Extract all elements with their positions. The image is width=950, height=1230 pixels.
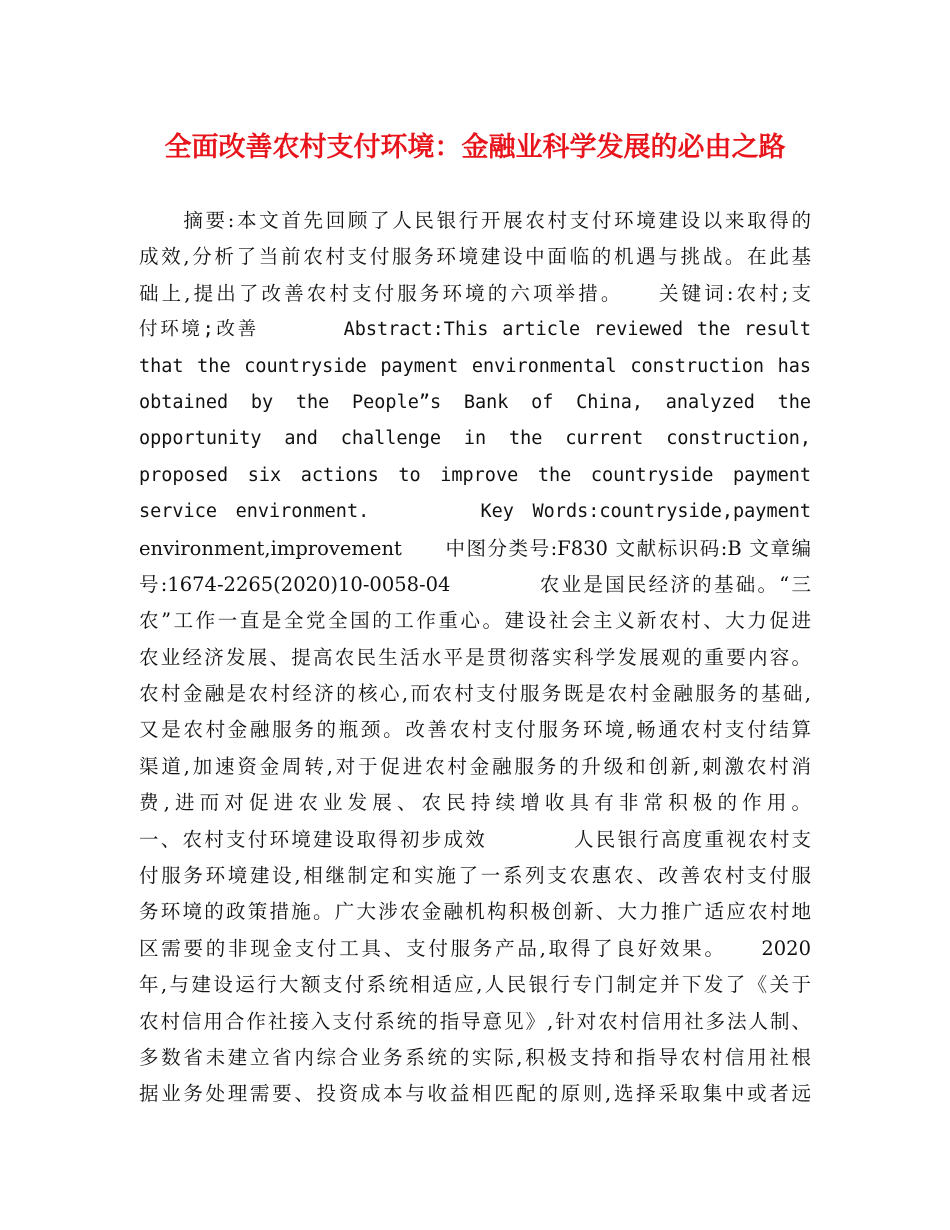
document-body	[139, 203, 811, 1113]
body-line: 一、农村支付环境建设取得初步成效 人民银行高度重视农村支	[139, 827, 811, 851]
body-line: 成效,分析了当前农村支付服务环境建设中面临的机遇与挑战。在此基	[139, 245, 811, 269]
body-line: proposed six actions to improve the countryside payment	[139, 464, 811, 486]
body-line: 农”工作一直是全党全国的工作重心。建设社会主义新农村、大力促进	[139, 609, 811, 633]
body-line: 农业经济发展、提高农民生活水平是贯彻落实科学发展观的重要内容。	[139, 645, 811, 669]
body-line: obtained by the People”s Bank of China, analyzed the	[139, 391, 811, 413]
body-line: that the countryside payment environmental construction has	[139, 355, 811, 377]
body-line: 摘要:本文首先回顾了人民银行开展农村支付环境建设以来取得的	[139, 209, 811, 232]
body-line: 农村信用合作社接入支付系统的指导意见》,针对农村信用社多法人制、	[139, 1009, 811, 1033]
body-line: 年,与建设运行大额支付系统相适应,人民银行专门制定并下发了《关于	[139, 973, 811, 997]
body-line: 础上,提出了改善农村支付服务环境的六项举措。 关键词:农村;支	[139, 281, 811, 305]
body-line: environment,improvement 中图分类号:F830 文献标识码:B 文章编	[139, 536, 811, 560]
body-line: 费,进而对促进农业发展、农民持续增收具有非常积极的作用。	[139, 791, 811, 815]
body-line: 付服务环境建设,相继制定和实施了一系列支农惠农、改善农村支付服	[139, 864, 811, 888]
body-line: 号:1674-2265(2020)10-0058-04 农业是国民经济的基础。“三	[139, 572, 811, 596]
body-line: 付环境;改善 Abstract:This article reviewed the result	[139, 319, 811, 341]
body-line: 多数省未建立省内综合业务系统的实际,积极支持和指导农村信用社根	[139, 1045, 811, 1069]
body-line: service environment. Key Words:countryside,payment	[139, 501, 811, 523]
body-line: 据业务处理需要、投资成本与收益相匹配的原则,选择采取集中或者远	[139, 1082, 811, 1106]
body-line: opportunity and challenge in the current construction,	[139, 428, 811, 450]
body-line: 又是农村金融服务的瓶颈。改善农村支付服务环境,畅通农村支付结算	[139, 718, 811, 742]
body-line: 农村金融是农村经济的核心,而农村支付服务既是农村金融服务的基础,	[139, 682, 811, 706]
body-line: 务环境的政策措施。广大涉农金融机构积极创新、大力推广适应农村地	[139, 900, 811, 924]
body-line: 渠道,加速资金周转,对于促进农村金融服务的升级和创新,刺激农村消	[139, 754, 811, 778]
body-line: 区需要的非现金支付工具、支付服务产品,取得了良好效果。 2020	[139, 936, 811, 960]
document-title: 全面改善农村支付环境：金融业科学发展的必由之路	[164, 132, 786, 163]
